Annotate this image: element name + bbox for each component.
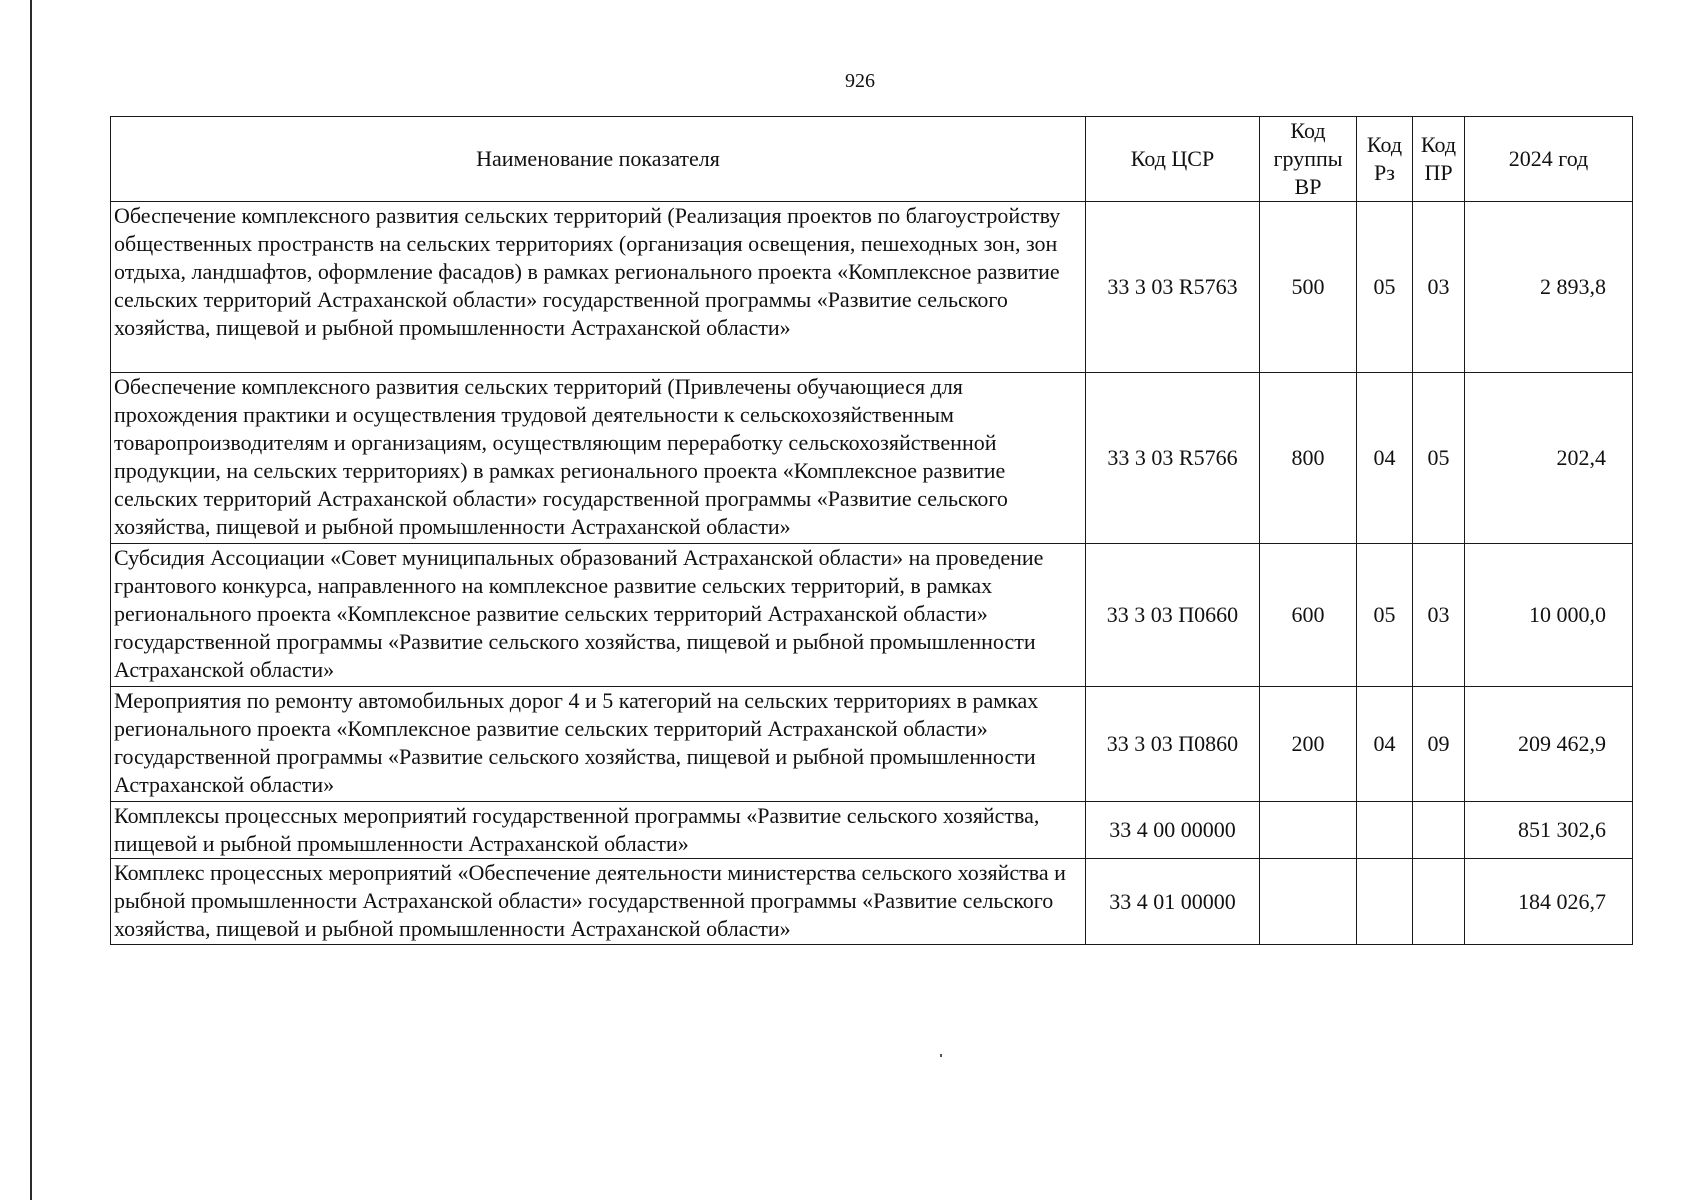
row-rz-code: 05 [1357, 544, 1413, 687]
row-csr-code: 33 3 03 R5763 [1086, 202, 1260, 373]
row-name: Мероприятия по ремонту автомобильных дорог 4 и 5 категорий на сельских территориях в рамках регионального проекта «Комплексное развитие сельских территорий Астраханской области» государственной программы «Развитие сельского хозяйства, пищевой и рыбной промышленности Астраханской области» [111, 687, 1086, 802]
row-pr-code: 03 [1413, 202, 1465, 373]
header-csr-code: Код ЦСР [1086, 117, 1260, 202]
table-row [111, 687, 1633, 802]
row-vr-code [1260, 802, 1357, 859]
binding-edge-line [30, 0, 32, 1200]
page-number: 926 [845, 70, 875, 92]
row-name: Субсидия Ассоциации «Совет муниципальных образований Астраханской области» на проведение грантового конкурса, направленного на комплексное развитие сельских территорий, в рамках регионального проекта «Комплексное развитие сельских территорий Астраханской области» государственной программы «Развитие сельского хозяйства, пищевой и рыбной промышленности Астраханской области» [111, 544, 1086, 687]
header-name: Наименование показателя [111, 117, 1086, 202]
row-pr-code [1413, 859, 1465, 945]
table-header [111, 117, 1633, 202]
row-vr-code: 500 [1260, 202, 1357, 373]
row-amount: 209 462,9 [1465, 687, 1633, 802]
row-pr-code: 09 [1413, 687, 1465, 802]
row-csr-code: 33 4 01 00000 [1086, 859, 1260, 945]
row-csr-code: 33 3 03 П0860 [1086, 687, 1260, 802]
row-amount: 202,4 [1465, 373, 1633, 544]
row-vr-code: 200 [1260, 687, 1357, 802]
header-vr-code: Код группы ВР [1260, 117, 1357, 202]
header-year-2024: 2024 год [1465, 117, 1633, 202]
table-row [111, 202, 1633, 373]
row-name: Комплекс процессных мероприятий «Обеспечение деятельности министерства сельского хозяйства и рыбной промышленности Астраханской области» государственной программы «Развитие сельского хозяйства, пищевой и рыбной промышленности Астраханской области» [111, 859, 1086, 945]
row-pr-code [1413, 802, 1465, 859]
table-row [111, 859, 1633, 945]
row-name: Обеспечение комплексного развития сельских территорий (Реализация проектов по благоустройству общественных пространств на сельских территориях (организация освещения, пешеходных зон, зон отдыха, ландшафтов, оформление фасадов) в рамках регионального проекта «Комплексное развитие сельских территорий Астраханской области» государственной программы «Развитие сельского хозяйства, пищевой и рыбной промышленности Астраханской области» [111, 202, 1086, 373]
row-csr-code: 33 4 00 00000 [1086, 802, 1260, 859]
row-rz-code: 05 [1357, 202, 1413, 373]
header-pr-code: Код ПР [1413, 117, 1465, 202]
row-amount: 10 000,0 [1465, 544, 1633, 687]
row-rz-code [1357, 802, 1413, 859]
table-row [111, 373, 1633, 544]
budget-table [110, 116, 1633, 945]
table-row [111, 802, 1633, 859]
row-vr-code: 600 [1260, 544, 1357, 687]
row-vr-code: 800 [1260, 373, 1357, 544]
row-name: Обеспечение комплексного развития сельских территорий (Привлечены обучающиеся для прохождения практики и осуществления трудовой деятельности к сельскохозяйственным товаропроизводителям и организациям, осуществляющим переработку сельскохозяйственной продукции, на сельских территориях) в рамках регионального проекта «Комплексное развитие сельских территорий Астраханской области» государственной программы «Развитие сельского хозяйства, пищевой и рыбной промышленности Астраханской области» [111, 373, 1086, 544]
row-csr-code: 33 3 03 П0660 [1086, 544, 1260, 687]
header-rz-code: Код Рз [1357, 117, 1413, 202]
row-csr-code: 33 3 03 R5766 [1086, 373, 1260, 544]
row-pr-code: 05 [1413, 373, 1465, 544]
table-body [111, 202, 1633, 945]
row-pr-code: 03 [1413, 544, 1465, 687]
row-amount: 851 302,6 [1465, 802, 1633, 859]
row-rz-code: 04 [1357, 373, 1413, 544]
row-rz-code [1357, 859, 1413, 945]
row-vr-code [1260, 859, 1357, 945]
row-amount: 184 026,7 [1465, 859, 1633, 945]
row-amount: 2 893,8 [1465, 202, 1633, 373]
header-row [111, 117, 1633, 202]
row-rz-code: 04 [1357, 687, 1413, 802]
row-name: Комплексы процессных мероприятий государственной программы «Развитие сельского хозяйства, пищевой и рыбной промышленности Астраханской области» [111, 802, 1086, 859]
scan-speck [940, 1054, 942, 1057]
table-row [111, 544, 1633, 687]
